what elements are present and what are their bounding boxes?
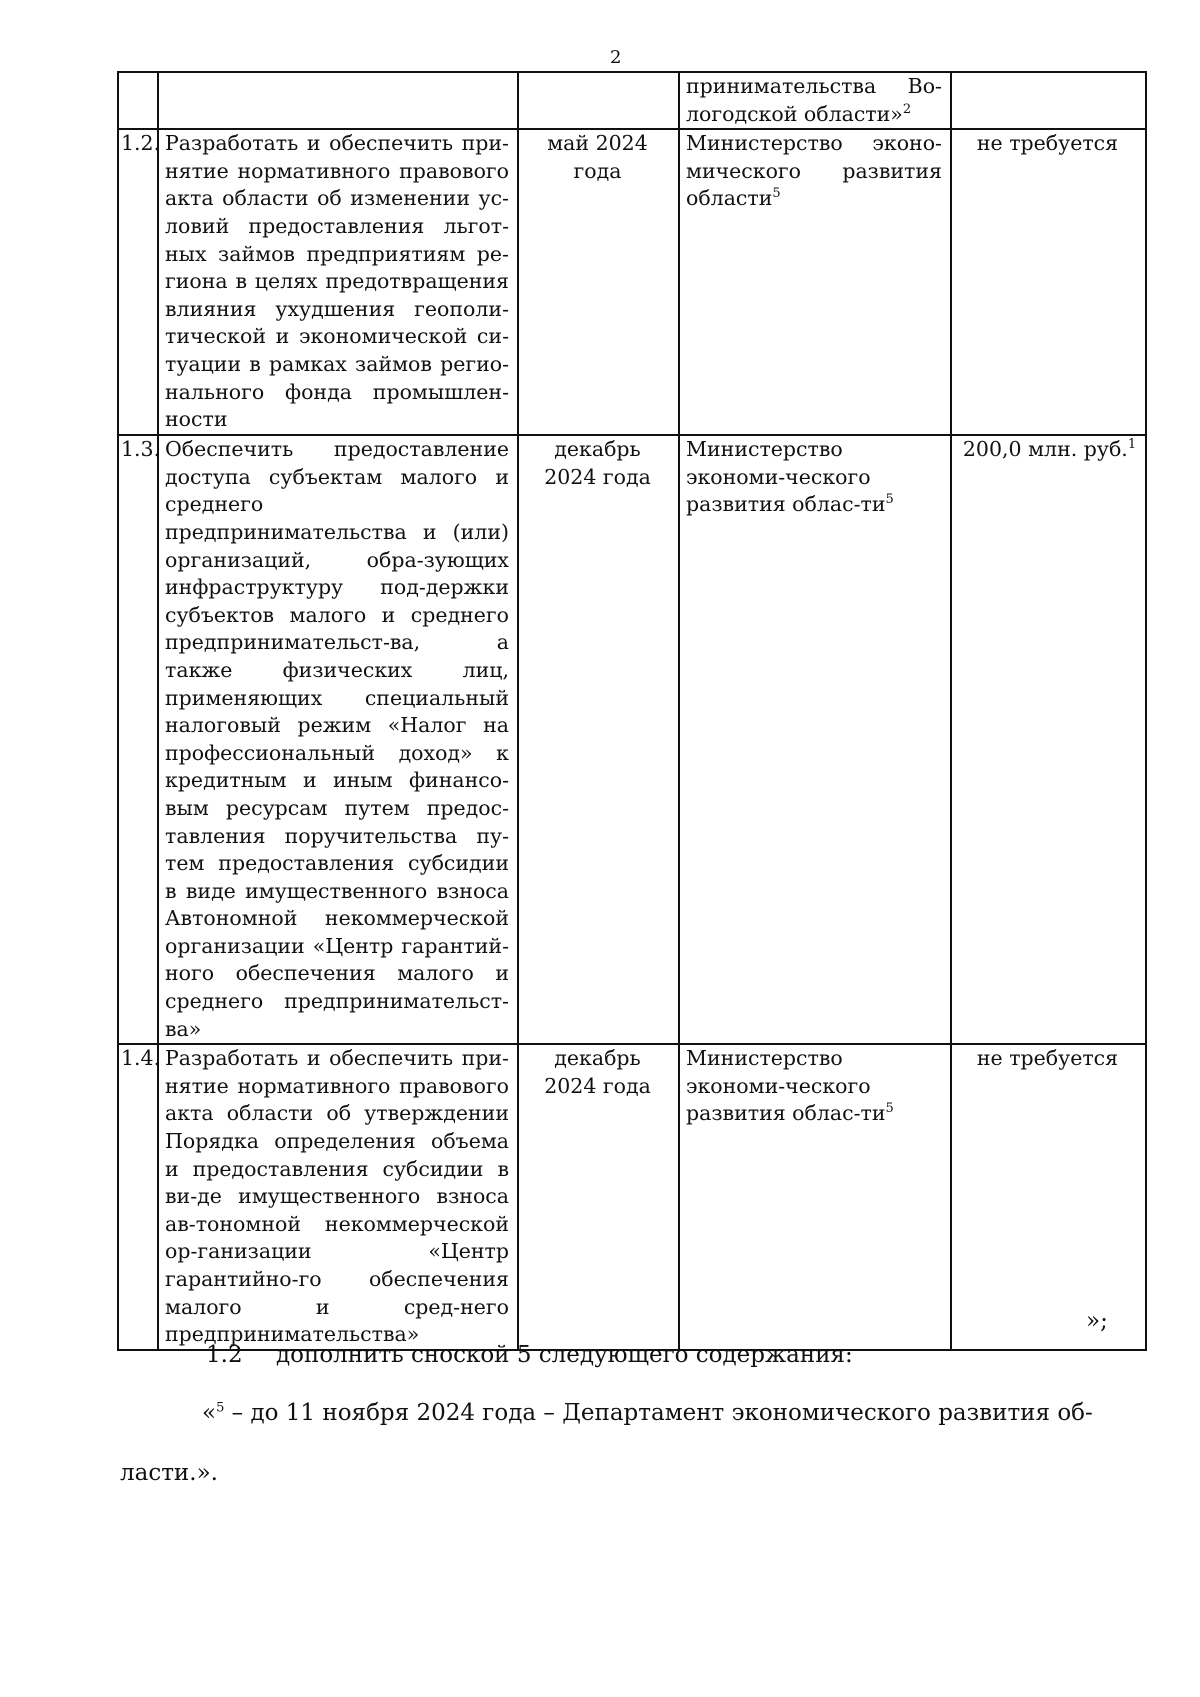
action-cell: Разработать и обеспечить при-нятие нормативного правового акта области об изменении ус-ловий предоставления льгот-ных займов предприятиям ре-гиона в целях предотвращения влияния ухудшения геополи-тической и экономической си-туации в рамках займов регио-нального фонда промышлен-ности xyxy=(158,129,518,435)
table-row xyxy=(118,435,1146,1044)
responsible-text: Министерство эконо-мического развития области xyxy=(686,131,942,211)
financing-text: не требуется xyxy=(976,131,1119,156)
paragraph-text: дополнить сноской 5 следующего содержания: xyxy=(276,1342,853,1368)
footnote-ref: 5 xyxy=(885,492,894,508)
closing-quote: »; xyxy=(1086,1308,1108,1334)
table-row-continuation xyxy=(118,72,1146,129)
footnote-paragraph xyxy=(202,1398,1122,1428)
page-number: 2 xyxy=(610,47,622,68)
financing-text: 200,0 млн. руб. xyxy=(962,437,1128,462)
deadline-cell: декабрь 2024 года xyxy=(518,1044,679,1350)
responsible-text: Министерство экономи-ческого развития облас-ти xyxy=(686,1046,886,1126)
responsible-cell xyxy=(679,435,951,1044)
financing-text: не требуется xyxy=(976,1046,1119,1071)
table-row xyxy=(118,129,1146,435)
responsible-text: Министерство экономи-ческого развития облас-ти xyxy=(686,437,886,517)
responsible-cell xyxy=(679,1044,951,1350)
footnote-ref: 1 xyxy=(1127,437,1137,453)
financing-cell xyxy=(951,435,1146,1044)
measures-table xyxy=(117,71,1147,1351)
row-number-cell: 1.4. xyxy=(118,1044,158,1350)
deadline-cell xyxy=(518,72,679,129)
paragraph-number: 1.2 xyxy=(206,1342,243,1368)
deadline-cell: май 2024 года xyxy=(518,129,679,435)
action-cell: Обеспечить предоставление доступа субъектам малого и среднего предпринимательства и (или) организаций, обра-зующих инфраструктуру под-держки субъектов малого и среднего предпринимательст-ва, а также физических лиц, применяющих специальный налоговый режим «Налог на профессиональный доход» к кредитным и иным финансо-вым ресурсам путем предос-тавления поручительства пу-тем предоставления субсидии в виде имущественного взноса Автономной некоммерческой организации «Центр гарантий-ного обеспечения малого и среднего предпринимательст-ва» xyxy=(158,435,518,1044)
footnote-paragraph-continuation: ласти.». xyxy=(120,1460,218,1486)
financing-cell xyxy=(951,129,1146,435)
footnote-number: 5 xyxy=(216,1400,225,1416)
table-row xyxy=(118,1044,1146,1350)
row-number-cell xyxy=(118,72,158,129)
footnote-ref: 5 xyxy=(885,1101,894,1117)
row-number-cell: 1.2. xyxy=(118,129,158,435)
financing-cell xyxy=(951,1044,1146,1350)
footnote-text: – до 11 ноября 2024 года – Департамент экономического развития об- xyxy=(224,1400,1093,1426)
amendment-paragraph xyxy=(206,1340,853,1370)
footnote-ref: 5 xyxy=(772,186,781,202)
responsible-cell xyxy=(679,129,951,435)
action-cell: Разработать и обеспечить при-нятие нормативного правового акта области об утверждении Порядка определения объема и предоставления субсидии в ви-де имущественного взноса ав-тономной некоммерческой ор-ганизации «Центр гарантийно-го обеспечения малого и сред-него предпринимательства» xyxy=(158,1044,518,1350)
responsible-text: принимательства Во-логодской области» xyxy=(686,74,942,126)
financing-cell xyxy=(951,72,1146,129)
footnote-ref: 2 xyxy=(902,101,912,117)
row-number-cell: 1.3. xyxy=(118,435,158,1044)
deadline-cell: декабрь 2024 года xyxy=(518,435,679,1044)
action-cell xyxy=(158,72,518,129)
open-quote: « xyxy=(202,1400,217,1426)
responsible-cell xyxy=(679,72,951,129)
